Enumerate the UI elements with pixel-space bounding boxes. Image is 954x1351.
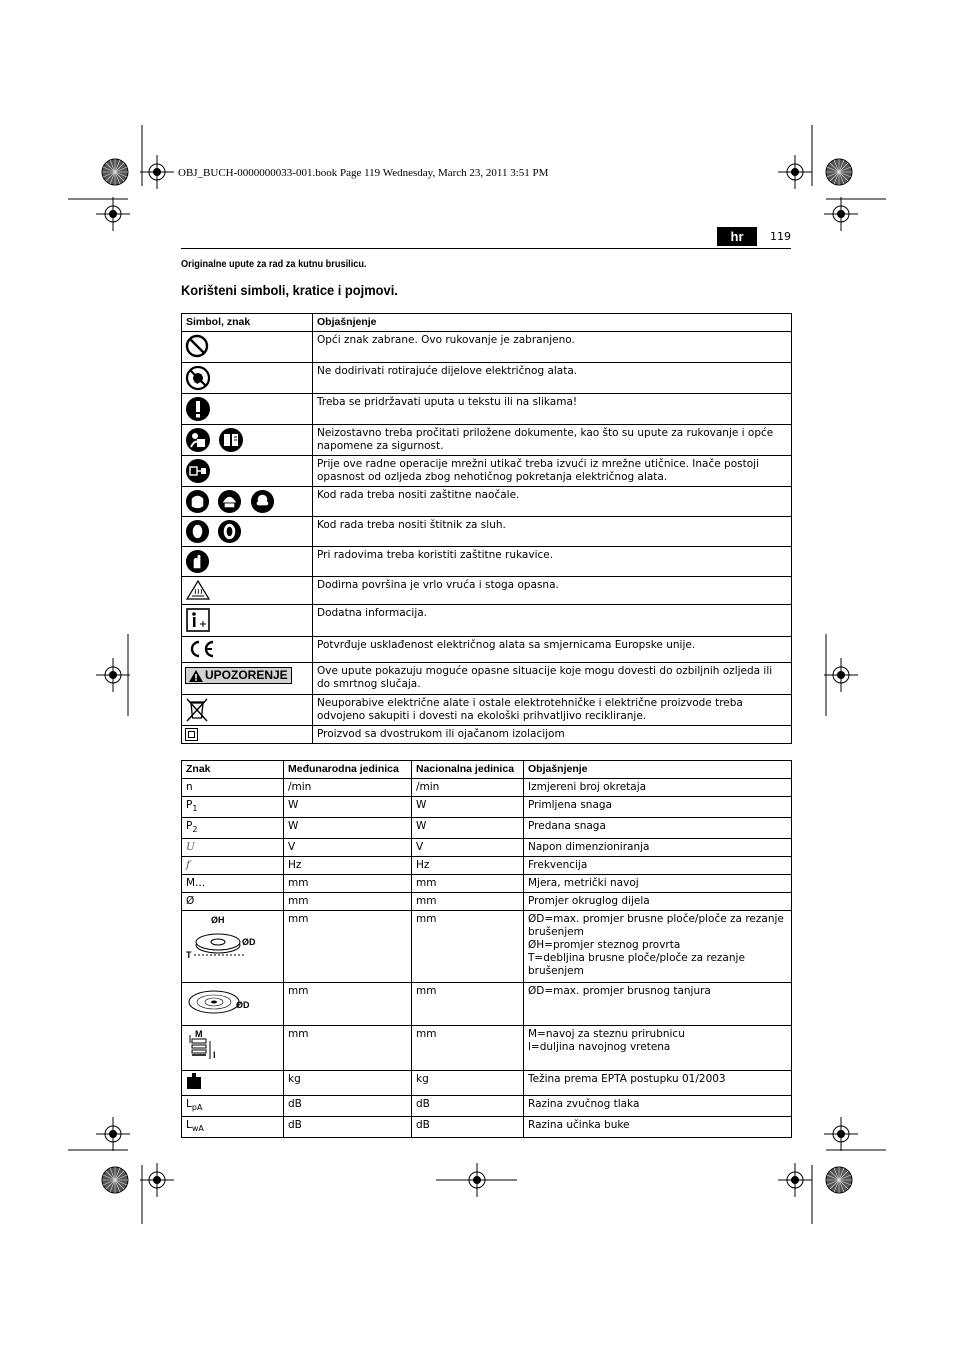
explanation-cell: Mjera, metrički navoj bbox=[524, 875, 792, 893]
intl-unit-cell: /min bbox=[284, 779, 412, 797]
intl-unit-cell: mm bbox=[284, 983, 412, 1026]
explanation-cell: Frekvencija bbox=[524, 857, 792, 875]
ce-mark-icon bbox=[185, 639, 217, 659]
explanation-cell: Prije ove radne operacije mrežni utikač treba izvući iz mrežne utičnice. Inače postoji opasnost od ozljeda zbog nehotičnog pokretanja električnog alata. bbox=[313, 456, 792, 487]
natl-unit-cell: /min bbox=[412, 779, 524, 797]
spindle-thread-label: M bbox=[195, 1029, 203, 1040]
ear-muffs-icon bbox=[217, 519, 242, 544]
table-row bbox=[182, 983, 792, 1026]
warning-triangle-icon bbox=[189, 670, 203, 682]
intl-unit-cell: mm bbox=[284, 911, 412, 983]
table-row bbox=[182, 839, 792, 857]
mandatory-exclamation-icon bbox=[185, 396, 211, 422]
disc-hole-label: ØH bbox=[211, 915, 225, 926]
table-row bbox=[182, 695, 792, 726]
table-row bbox=[182, 1071, 792, 1096]
explanation-cell: Dodirna površina je vrlo vruća i stoga opasna. bbox=[313, 577, 792, 605]
header-divider bbox=[181, 248, 791, 249]
explanation-line: ØD=max. promjer brusne ploče/ploče za rezanje brušenjem bbox=[528, 913, 784, 939]
table-row bbox=[182, 332, 792, 363]
intl-unit-cell: kg bbox=[284, 1071, 412, 1096]
sign-subscript: pA bbox=[191, 1103, 203, 1113]
symbol-cell bbox=[182, 605, 313, 637]
table-row bbox=[182, 779, 792, 797]
language-badge: hr bbox=[717, 227, 757, 246]
sign-main: P bbox=[186, 799, 193, 811]
explanation-cell: Treba se pridržavati uputa u tekstu ili na slikama! bbox=[313, 394, 792, 425]
units-table bbox=[181, 760, 792, 1138]
double-insulation-icon bbox=[185, 728, 198, 741]
info-icon bbox=[185, 607, 211, 633]
prohibition-icon bbox=[185, 334, 209, 358]
units-header-row bbox=[182, 761, 792, 779]
natl-unit-cell: V bbox=[412, 839, 524, 857]
sign-cell bbox=[182, 911, 284, 983]
symbols-table bbox=[181, 313, 792, 744]
symbol-cell bbox=[182, 577, 313, 605]
table-row bbox=[182, 487, 792, 517]
col-header-symbol: Simbol, znak bbox=[182, 314, 313, 332]
symbol-cell bbox=[182, 547, 313, 577]
table-row bbox=[182, 911, 792, 983]
natl-unit-cell: W bbox=[412, 818, 524, 839]
table-row bbox=[182, 663, 792, 695]
explanation-cell: Primljena snaga bbox=[524, 797, 792, 818]
explanation-cell: Predana snaga bbox=[524, 818, 792, 839]
col-header-explanation: Objašnjenje bbox=[524, 761, 792, 779]
manual-book-icon bbox=[218, 427, 244, 453]
spindle-length-label: l bbox=[213, 1050, 216, 1061]
sign-cell bbox=[182, 1117, 284, 1138]
natl-unit-cell: mm bbox=[412, 1026, 524, 1071]
symbol-cell bbox=[182, 487, 313, 517]
table-row bbox=[182, 875, 792, 893]
sign-subscript: 2 bbox=[192, 825, 198, 835]
natl-unit-cell: dB bbox=[412, 1117, 524, 1138]
explanation-cell: Napon dimenzioniranja bbox=[524, 839, 792, 857]
sign-main: P bbox=[186, 820, 193, 833]
sign-cell: f bbox=[182, 857, 284, 875]
symbol-cell bbox=[182, 394, 313, 425]
spindle-thread-icon bbox=[184, 1027, 264, 1065]
hot-surface-icon bbox=[185, 579, 211, 601]
pad-diameter-label: ØD bbox=[236, 1000, 250, 1011]
intl-unit-cell: dB bbox=[284, 1096, 412, 1117]
ear-protection-icon bbox=[185, 519, 210, 544]
table-row bbox=[182, 1096, 792, 1117]
explanation-cell: Izmjereni broj okretaja bbox=[524, 779, 792, 797]
helmet-icon bbox=[217, 489, 242, 514]
table-row bbox=[182, 1026, 792, 1071]
goggles-icon bbox=[250, 489, 275, 514]
explanation-cell bbox=[524, 1026, 792, 1071]
symbols-header-row bbox=[182, 314, 792, 332]
explanation-cell: Kod rada treba nositi štitnik za sluh. bbox=[313, 517, 792, 547]
col-header-sign: Znak bbox=[182, 761, 284, 779]
intl-unit-cell: mm bbox=[284, 893, 412, 911]
explanation-cell: Neizostavno treba pročitati priložene dokumente, kao što su upute za rukovanje i opće napomene za sigurnost. bbox=[313, 425, 792, 456]
table-row bbox=[182, 577, 792, 605]
intl-unit-cell: W bbox=[284, 797, 412, 818]
symbol-cell bbox=[182, 332, 313, 363]
table-row bbox=[182, 1117, 792, 1138]
sign-cell bbox=[182, 983, 284, 1026]
explanation-line: l=duljina navojnog vretena bbox=[528, 1041, 671, 1054]
col-header-intl-unit: Međunarodna jedinica bbox=[284, 761, 412, 779]
warning-badge-label: UPOZORENJE bbox=[205, 668, 288, 682]
explanation-cell: Neuporabive električne alate i ostale elektrotehničke i električne proizvode treba odvojeno sakupiti i dovesti na ekološki prihvatljivo recikliranje. bbox=[313, 695, 792, 726]
natl-unit-cell: mm bbox=[412, 911, 524, 983]
explanation-cell: Promjer okruglog dijela bbox=[524, 893, 792, 911]
explanation-cell: Razina zvučnog tlaka bbox=[524, 1096, 792, 1117]
intl-unit-cell: V bbox=[284, 839, 412, 857]
intl-unit-cell: Hz bbox=[284, 857, 412, 875]
sign-cell: U bbox=[182, 839, 284, 857]
explanation-cell bbox=[524, 911, 792, 983]
table-row bbox=[182, 425, 792, 456]
natl-unit-cell: kg bbox=[412, 1071, 524, 1096]
sign-cell bbox=[182, 1071, 284, 1096]
sign-cell: Ø bbox=[182, 893, 284, 911]
sign-cell bbox=[182, 1026, 284, 1071]
col-header-explanation: Objašnjenje bbox=[313, 314, 792, 332]
intl-unit-cell: W bbox=[284, 818, 412, 839]
backing-pad-icon bbox=[184, 984, 264, 1020]
disc-diameter-label: ØD bbox=[242, 937, 256, 948]
sign-main: L bbox=[186, 1098, 192, 1111]
sign-cell bbox=[182, 818, 284, 839]
intl-unit-cell: dB bbox=[284, 1117, 412, 1138]
disc-dimensions-icon bbox=[184, 912, 264, 964]
natl-unit-cell: Hz bbox=[412, 857, 524, 875]
weight-icon bbox=[186, 1073, 202, 1089]
book-info-line: OBJ_BUCH-0000000033-001.book Page 119 Wednesday, March 23, 2011 3:51 PM bbox=[178, 167, 549, 179]
gloves-icon bbox=[185, 549, 210, 574]
natl-unit-cell: mm bbox=[412, 875, 524, 893]
natl-unit-cell: mm bbox=[412, 893, 524, 911]
page-number: 119 bbox=[770, 230, 791, 243]
sign-subscript: 1 bbox=[192, 804, 198, 814]
table-row bbox=[182, 818, 792, 839]
unplug-icon bbox=[185, 458, 211, 484]
section-title: Korišteni simboli, kratice i pojmovi. bbox=[181, 282, 398, 298]
natl-unit-cell: mm bbox=[412, 983, 524, 1026]
symbol-cell bbox=[182, 663, 313, 695]
explanation-cell: Kod rada treba nositi zaštitne naočale. bbox=[313, 487, 792, 517]
explanation-cell: Ne dodirivati rotirajuće dijelove električnog alata. bbox=[313, 363, 792, 394]
symbol-cell bbox=[182, 726, 313, 744]
table-row bbox=[182, 857, 792, 875]
explanation-cell: ØD=max. promjer brusnog tanjura bbox=[524, 983, 792, 1026]
col-header-natl-unit: Nacionalna jedinica bbox=[412, 761, 524, 779]
explanation-cell: Ove upute pokazuju moguće opasne situacije koje mogu dovesti do ozbiljnih ozljeda ili do smrtnog slučaja. bbox=[313, 663, 792, 695]
disc-thickness-label: T bbox=[186, 950, 192, 961]
sign-cell bbox=[182, 1096, 284, 1117]
explanation-cell: Razina učinka buke bbox=[524, 1117, 792, 1138]
table-row bbox=[182, 394, 792, 425]
explanation-cell: Dodatna informacija. bbox=[313, 605, 792, 637]
symbol-cell bbox=[182, 363, 313, 394]
face-shield-icon bbox=[185, 489, 210, 514]
explanation-cell: Pri radovima treba koristiti zaštitne rukavice. bbox=[313, 547, 792, 577]
explanation-cell: Potvrđuje usklađenost električnog alata sa smjernicama Europske unije. bbox=[313, 637, 792, 663]
table-row bbox=[182, 363, 792, 394]
symbol-cell bbox=[182, 695, 313, 726]
sign-main: L bbox=[186, 1119, 192, 1132]
table-row bbox=[182, 797, 792, 818]
no-touch-rotating-icon bbox=[185, 365, 211, 391]
explanation-cell: Proizvod sa dvostrukom ili ojačanom izolacijom bbox=[313, 726, 792, 744]
table-row bbox=[182, 637, 792, 663]
read-manual-icon bbox=[185, 427, 211, 453]
explanation-line: T=debljina brusne ploče/ploče za rezanje brušenjem bbox=[528, 952, 745, 978]
explanation-line: M=navoj za steznu prirubnicu bbox=[528, 1028, 685, 1041]
explanation-cell: Težina prema EPTA postupku 01/2003 bbox=[524, 1071, 792, 1096]
symbol-cell bbox=[182, 425, 313, 456]
symbol-cell bbox=[182, 517, 313, 547]
table-row bbox=[182, 547, 792, 577]
symbol-cell bbox=[182, 456, 313, 487]
natl-unit-cell: dB bbox=[412, 1096, 524, 1117]
sign-cell bbox=[182, 797, 284, 818]
table-row bbox=[182, 517, 792, 547]
symbol-cell bbox=[182, 637, 313, 663]
table-row bbox=[182, 605, 792, 637]
table-row bbox=[182, 893, 792, 911]
natl-unit-cell: W bbox=[412, 797, 524, 818]
intl-unit-cell: mm bbox=[284, 875, 412, 893]
warning-badge bbox=[185, 667, 292, 684]
table-row bbox=[182, 726, 792, 744]
explanation-line: ØH=promjer steznog provrta bbox=[528, 939, 681, 952]
crossed-bin-icon bbox=[185, 697, 209, 723]
sign-cell: n bbox=[182, 779, 284, 797]
document-subtitle: Originalne upute za rad za kutnu brusilicu. bbox=[181, 259, 367, 270]
explanation-cell: Opći znak zabrane. Ovo rukovanje je zabranjeno. bbox=[313, 332, 792, 363]
sign-cell: M... bbox=[182, 875, 284, 893]
intl-unit-cell: mm bbox=[284, 1026, 412, 1071]
sign-subscript: wA bbox=[191, 1124, 204, 1134]
table-row bbox=[182, 456, 792, 487]
